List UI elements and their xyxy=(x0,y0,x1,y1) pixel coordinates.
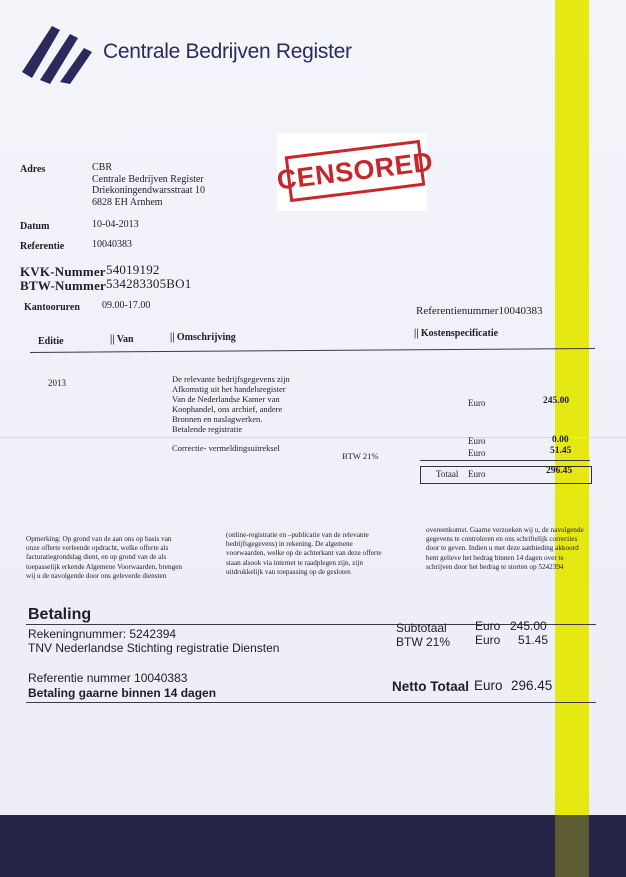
datum-label: Datum xyxy=(20,221,50,232)
censored-stamp: CENSORED xyxy=(285,140,426,202)
btw-value-betaling: 51.45 xyxy=(518,633,549,647)
notes-line: Opmerking: Op grond van de aan ons op basis van xyxy=(26,535,172,543)
footer-band xyxy=(0,815,626,877)
notes-line: staan alsook via internet te raadplegen zijn, zijn xyxy=(226,558,363,567)
cbr-logo-icon xyxy=(18,20,100,86)
kvk-label: KVK-Nummer xyxy=(20,264,106,279)
netto-totaal-value: 296.45 xyxy=(511,678,553,693)
notes-line: bedrijfsgegevens) in rekening. De algemene xyxy=(226,540,353,549)
footer-stripe xyxy=(555,815,589,877)
description-line: Bronnen en naslagwerken. xyxy=(172,414,263,424)
btw-rate-label: BTW 21% xyxy=(342,451,379,461)
btw-value: 534283305BO1 xyxy=(106,276,192,291)
description-line: Afkomstig uit het handelsregister xyxy=(172,384,286,394)
col-editie: Editie xyxy=(38,336,64,347)
description-line: Koophandel, ons archief, andere xyxy=(172,404,283,414)
notes-col-2 xyxy=(226,531,382,577)
amount-btw: 51.45 xyxy=(550,446,572,456)
notes-line: (online-registratie en –publicatie van de relevante xyxy=(226,531,369,539)
col-kostenspecificatie: || Kostenspecificatie xyxy=(414,328,499,339)
notes-line: onze offerte verleende opdracht, welke offerte als xyxy=(26,544,169,553)
kantooruren-label: Kantooruren xyxy=(24,302,80,313)
amount-correction: 0.00 xyxy=(552,435,569,445)
col-van: || Van xyxy=(110,334,134,345)
datum-value: 10-04-2013 xyxy=(92,219,139,230)
amount-main: 245.00 xyxy=(543,396,570,406)
address-line: CBR xyxy=(92,162,113,173)
description-line: Van de Nederlandse Kamer van xyxy=(172,394,280,404)
notes-line: schrijven door het bedrag te storten op 5242394 xyxy=(426,562,564,571)
referentie-label: Referentie xyxy=(20,241,65,252)
btw-label-betaling: BTW 21% xyxy=(396,635,451,649)
tnv-text: TNV Nederlandse Stichting registratie Diensten xyxy=(28,641,280,655)
total-rule xyxy=(420,460,590,461)
btw-label: BTW-Nummer xyxy=(20,278,107,293)
currency-label: Euro xyxy=(475,633,501,647)
address-line: Driekoningendwarsstraat 10 xyxy=(92,185,206,196)
currency-label: Euro xyxy=(468,469,486,479)
currency-label: Euro xyxy=(474,678,503,693)
kantooruren-value: 09.00-17.00 xyxy=(102,300,151,311)
description-line: Betalende registratie xyxy=(172,424,243,434)
notes-line: voorwaarden, welke op de achterkant van deze offerte xyxy=(226,549,382,558)
notes-line: wij u de navolgende door ons geleverde diensten xyxy=(26,571,167,580)
rekeningnummer: Rekeningnummer: 5242394 xyxy=(28,627,177,641)
subtotaal-value: 245.00 xyxy=(510,619,547,633)
row-description xyxy=(172,374,290,434)
totaal-label: Totaal xyxy=(436,469,459,479)
paper-fold-line xyxy=(0,437,626,438)
referentie-nummer: Referentie nummer 10040383 xyxy=(28,671,188,685)
notes-line: uitdrukkelijk van toepassing op de gesloten xyxy=(226,567,351,576)
logo-text: Centrale Bedrijven Register xyxy=(103,40,352,63)
row-year: 2013 xyxy=(48,378,66,388)
notes-line: door te geven. Indien u met deze aanbieding akkoord xyxy=(426,544,579,553)
address-line: 6828 EH Arnhem xyxy=(92,196,163,208)
address-label: Adres xyxy=(20,164,46,175)
kvk-value: 54019192 xyxy=(106,262,160,277)
betaling-binnen: Betaling gaarne binnen 14 dagen xyxy=(28,686,217,700)
betaling-title: Betaling xyxy=(28,606,92,623)
subtotaal-label: Subtotaal xyxy=(396,621,447,635)
notes-col-1 xyxy=(26,535,182,581)
notes-col-3 xyxy=(426,526,584,572)
notes-line: gegevens te controleren en ons schriftelijk correcties xyxy=(426,535,578,544)
currency-label: Euro xyxy=(468,398,486,408)
description-line: De relevante bedrijfsgegevens zijn xyxy=(172,374,290,384)
address-block xyxy=(92,162,205,208)
amount-total: 296.45 xyxy=(546,466,573,476)
referentie-value: 10040383 xyxy=(92,239,132,250)
notes-line: facturatiegrondslag dient, en op grond van de als xyxy=(26,553,167,562)
currency-label: Euro xyxy=(468,448,486,458)
col-omschrijving: || Omschrijving xyxy=(170,332,236,343)
notes-line: overeenkomst. Gaarne verzoeken wij u, de navolgende xyxy=(426,526,584,534)
currency-label: Euro xyxy=(468,436,486,446)
referentienummer: Referentienummer10040383 xyxy=(416,305,543,317)
address-line: Centrale Bedrijven Register xyxy=(92,173,204,185)
notes-line: toepasselijk erkende Algemene Voorwaarden, brengen xyxy=(26,562,183,571)
betaling-bottom-rule xyxy=(26,702,596,703)
currency-label: Euro xyxy=(475,619,501,633)
correction-text: Correctie- vermeldingsuitreksel xyxy=(172,443,280,453)
netto-totaal-label: Netto Totaal xyxy=(392,679,469,694)
notes-line: bent gelieve het bedrag binnen 14 dagen over te xyxy=(426,553,564,562)
